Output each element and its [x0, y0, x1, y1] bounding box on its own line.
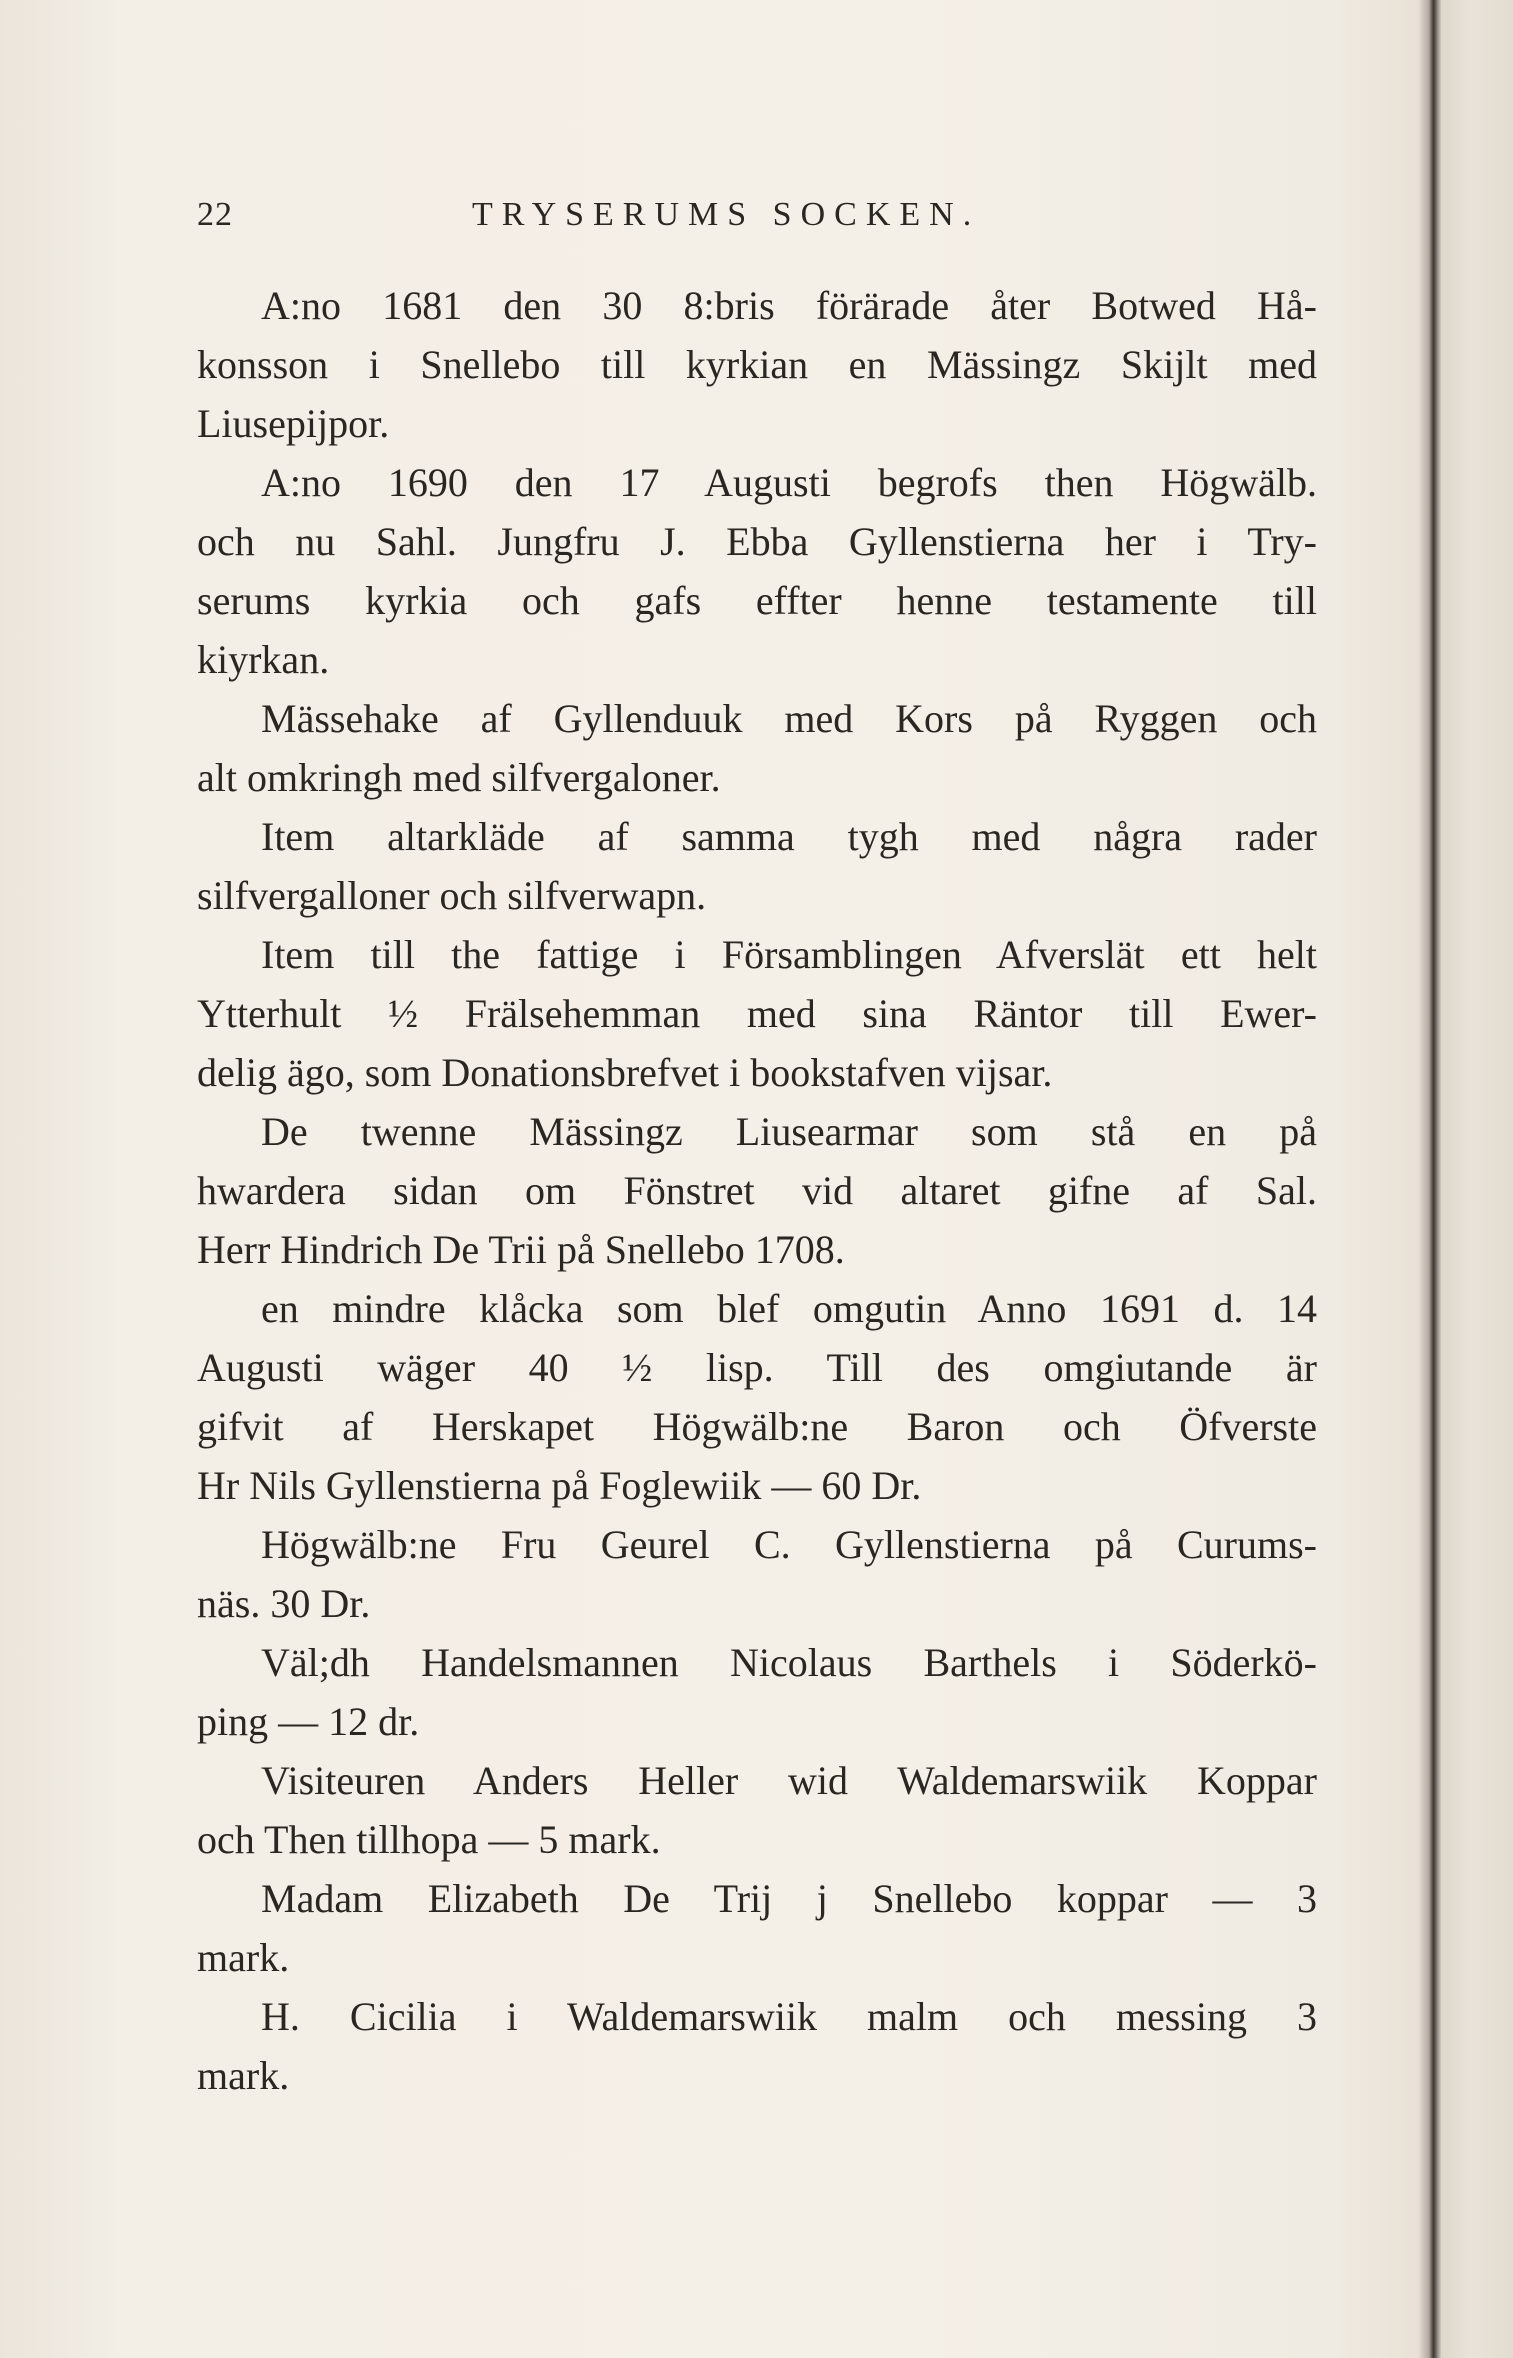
text-line: Liusepijpor.	[197, 401, 390, 446]
paragraph	[197, 1987, 1317, 2105]
paragraph	[197, 1279, 1317, 1515]
text-line: Herr Hindrich De Trii på Snellebo 1708.	[197, 1227, 845, 1272]
text-line: De twenne Mässingz Liusearmar som stå en på	[261, 1109, 1317, 1154]
text-line: A:no 1681 den 30 8:bris förärade åter Botwed Hå-	[261, 283, 1317, 328]
text-line: konsson i Snellebo till kyrkian en Mässingz Skijlt med	[197, 342, 1317, 387]
page-number: 22	[197, 196, 233, 233]
text-line: mark.	[197, 1935, 290, 1980]
text-line: ping — 12 dr.	[197, 1699, 420, 1744]
book-spine-shadow	[1418, 0, 1442, 2358]
paragraph	[197, 276, 1317, 453]
text-line: Augusti wäger 40 ½ lisp. Till des omgiutande är	[197, 1345, 1317, 1390]
text-line: H. Cicilia i Waldemarswiik malm och messing 3	[261, 1994, 1317, 2039]
text-line: Hr Nils Gyllenstierna på Foglewiik — 60 Dr.	[197, 1463, 922, 1508]
text-line: Väl;dh Handelsmannen Nicolaus Barthels i Söderkö-	[261, 1640, 1317, 1685]
text-line: Mässehake af Gyllenduuk med Kors på Ryggen och	[261, 696, 1317, 741]
running-title: TRYSERUMS SOCKEN.	[472, 196, 981, 233]
text-line: silfvergalloner och silfverwapn.	[197, 873, 707, 918]
page-header	[197, 196, 1317, 246]
paragraph	[197, 1515, 1317, 1633]
paragraph	[197, 807, 1317, 925]
text-line: kiyrkan.	[197, 637, 330, 682]
text-line: gifvit af Herskapet Högwälb:ne Baron och Öfverste	[197, 1404, 1317, 1449]
text-line: Visiteuren Anders Heller wid Waldemarswiik Koppar	[261, 1758, 1317, 1803]
text-line: och nu Sahl. Jungfru J. Ebba Gyllenstierna her i Try-	[197, 519, 1317, 564]
text-line: mark.	[197, 2053, 290, 2098]
paragraph	[197, 1869, 1317, 1987]
text-line: alt omkringh med silfvergaloner.	[197, 755, 721, 800]
body-text	[197, 276, 1317, 2105]
text-line: Högwälb:ne Fru Geurel C. Gyllenstierna på Curums-	[261, 1522, 1317, 1567]
text-line: Ytterhult ½ Frälsehemman med sina Räntor till Ewer-	[197, 991, 1317, 1036]
paragraph	[197, 1102, 1317, 1279]
paragraph	[197, 925, 1317, 1102]
text-line: Item till the fattige i Församblingen Afverslät ett helt	[261, 932, 1317, 977]
text-line: serums kyrkia och gafs effter henne testamente till	[197, 578, 1317, 623]
page-edge	[1442, 0, 1513, 2358]
text-line: och Then tillhopa — 5 mark.	[197, 1817, 661, 1862]
paragraph	[197, 689, 1317, 807]
text-line: en mindre klåcka som blef omgutin Anno 1691 d. 14	[261, 1286, 1317, 1331]
text-line: näs. 30 Dr.	[197, 1581, 371, 1626]
text-line: Madam Elizabeth De Trij j Snellebo koppar — 3	[261, 1876, 1317, 1921]
text-line: Item altarkläde af samma tygh med några rader	[261, 814, 1317, 859]
paragraph	[197, 1751, 1317, 1869]
text-line: A:no 1690 den 17 Augusti begrofs then Högwälb.	[261, 460, 1317, 505]
text-line: delig ägo, som Donationsbrefvet i bookstafven vijsar.	[197, 1050, 1053, 1095]
text-line: hwardera sidan om Fönstret vid altaret gifne af Sal.	[197, 1168, 1317, 1213]
paragraph	[197, 1633, 1317, 1751]
paragraph	[197, 453, 1317, 689]
